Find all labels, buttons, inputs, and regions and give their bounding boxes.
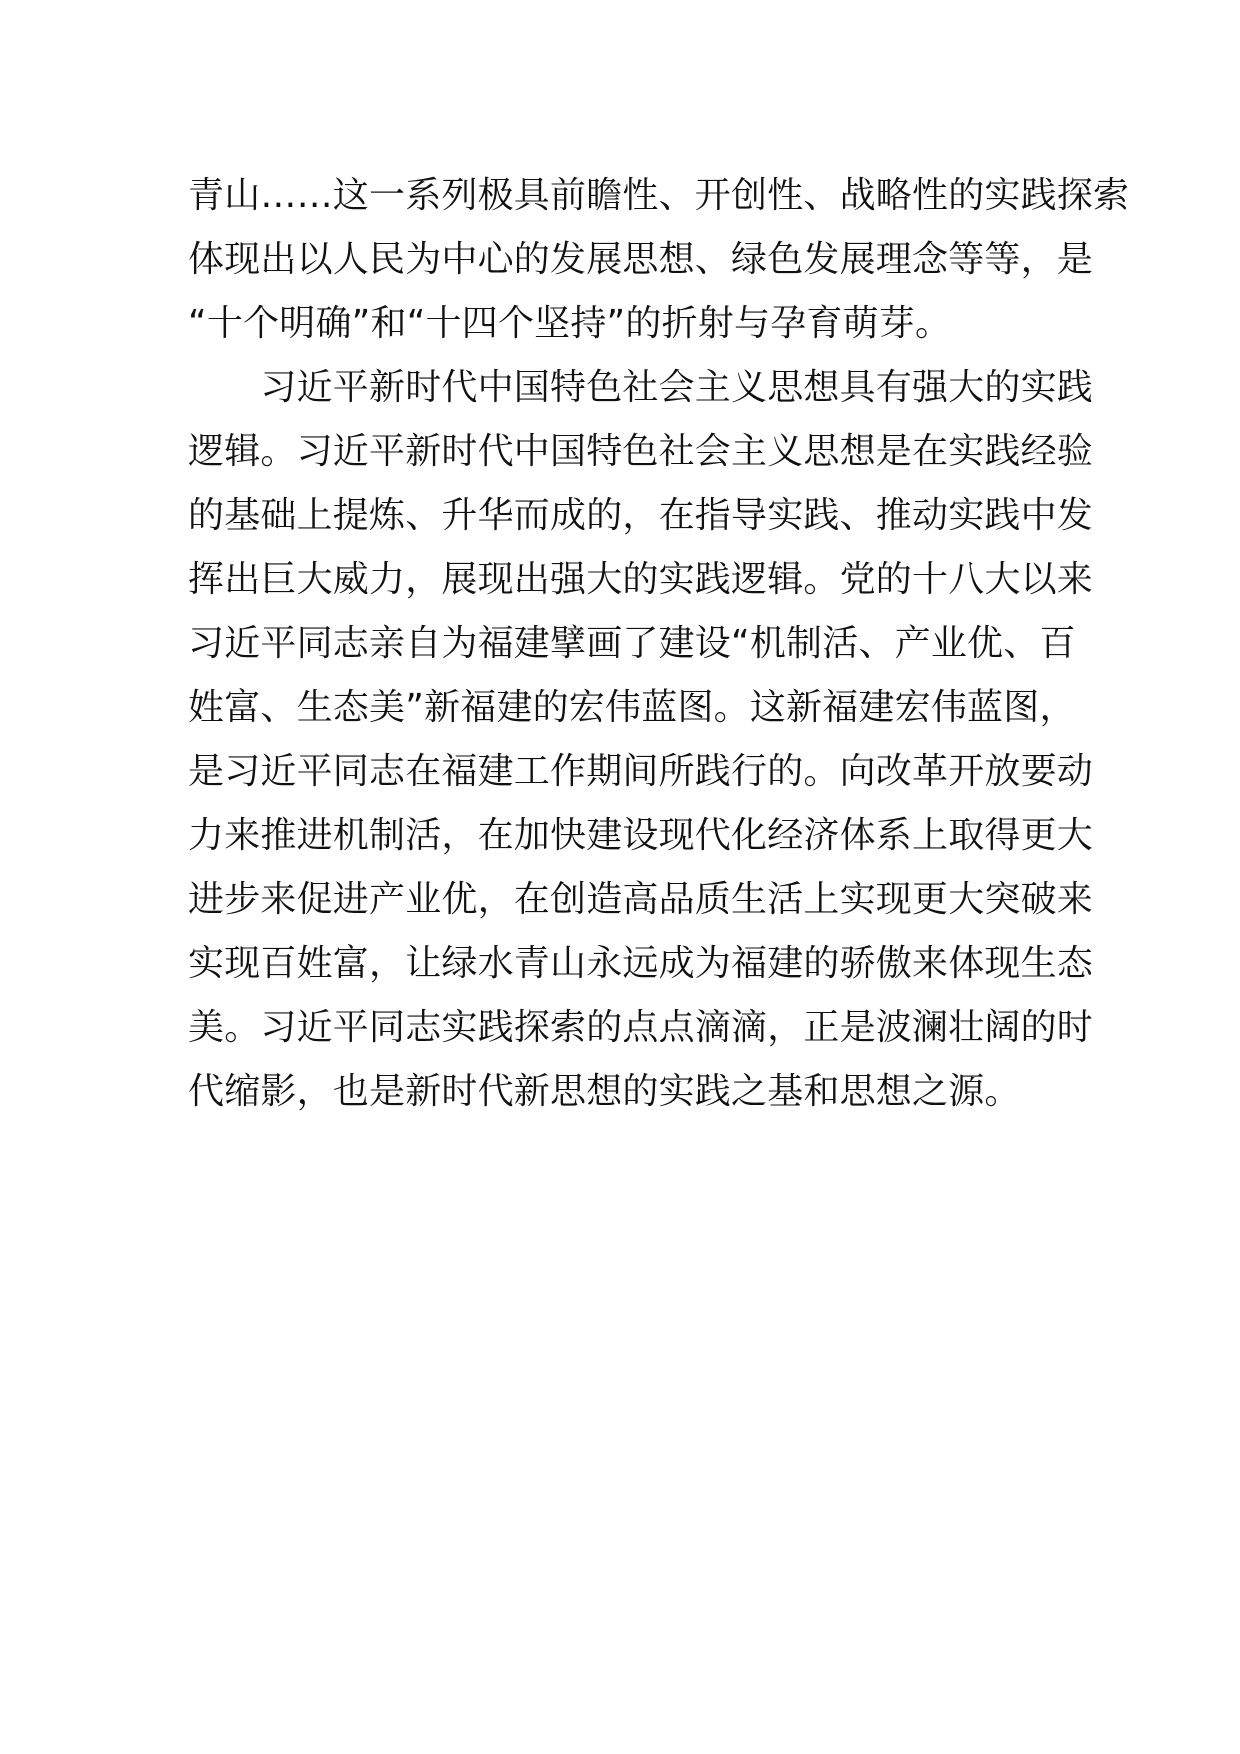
text-line: 进步来促进产业优，在创造高品质生活上实现更大突破来 <box>188 879 1094 920</box>
text-line: 逻辑。习近平新时代中国特色社会主义思想是在实践经验 <box>188 431 1094 472</box>
text-line: 是习近平同志在福建工作期间所践行的。向改革开放要动 <box>188 751 1094 792</box>
paragraph-start-line: 习近平新时代中国特色社会主义思想具有强大的实践 <box>188 367 1094 408</box>
text-line: “十个明确”和“十四个坚持”的折射与孕育萌芽。 <box>188 303 952 344</box>
text-line: 力来推进机制活，在加快建设现代化经济体系上取得更大 <box>188 815 1094 856</box>
text-line: 体现出以人民为中心的发展思想、绿色发展理念等等，是 <box>188 239 1094 280</box>
text-line: 实现百姓富，让绿水青山永远成为福建的骄傲来体现生态 <box>188 943 1094 984</box>
text-line: 挥出巨大威力，展现出强大的实践逻辑。党的十八大以来 <box>188 559 1094 600</box>
text-line: 美。习近平同志实践探索的点点滴滴，正是波澜壮阔的时 <box>188 1007 1094 1048</box>
body-text <box>188 164 1130 1124</box>
text-line: 青山……这一系列极具前瞻性、开创性、战略性的实践探索 <box>188 175 1130 216</box>
text-line: 的基础上提炼、升华而成的，在指导实践、推动实践中发 <box>188 495 1094 536</box>
text-line: 习近平同志亲自为福建擘画了建设“机制活、产业优、百 <box>188 623 1076 664</box>
text-line: 代缩影，也是新时代新思想的实践之基和思想之源。 <box>188 1071 1021 1112</box>
text-line: 姓富、生态美”新福建的宏伟蓝图。这新福建宏伟蓝图， <box>188 687 1076 728</box>
